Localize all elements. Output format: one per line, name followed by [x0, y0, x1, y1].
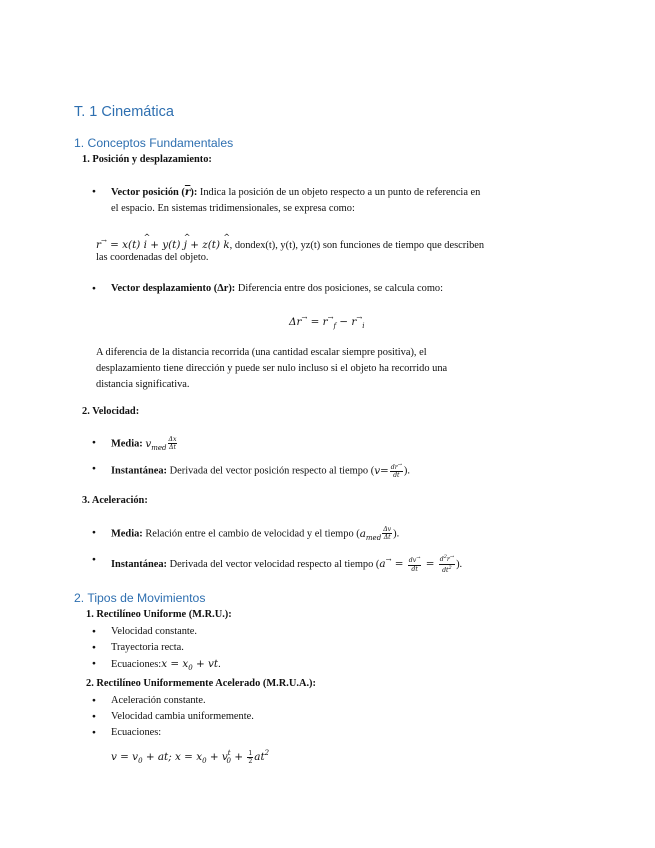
list-item-mrua-3: ● Ecuaciones:	[111, 726, 161, 740]
list-item-aceleracion-instantanea: ● Instantánea: Derivada del vector velocidad respecto al tiempo (a→ = $\frac{dv^\to}{dt}$ = $\frac{d^2r^\to}{dt^2}$ ).	[111, 553, 462, 574]
section-heading-conceptos: 1. Conceptos Fundamentales	[74, 136, 234, 150]
subheading-mru: 1. Rectilíneo Uniforme (M.R.U.):	[86, 609, 232, 620]
desplazamiento-paragraph: A diferencia de la distancia recorrida (una cantidad escalar siempre positiva), el desplazamiento tiene dirección y puede ser nulo incluso si el objeto ha recorrido una distancia significativa.	[96, 347, 448, 390]
term-vector-posicion: Vector posición $(\overline{r})$:	[111, 186, 198, 198]
list-item-mrua-2: ● Velocidad cambia uniformemente.	[111, 710, 254, 724]
mrua-equation: $v = v_0$ + at; $x = x_0 + v^t_0$ + $\frac{1}{2}$ $at^2$	[111, 749, 270, 765]
velocidad-instantanea-formula: v= $\frac{dr^\to}{dt}$	[374, 462, 402, 480]
subheading-mrua: 2. Rectilíneo Uniformemente Acelerado (M.R.U.A.):	[86, 678, 316, 689]
displacement-equation: $\Delta r^\to = r^\to_f - r^\to_i$	[289, 314, 365, 330]
list-item-mrua-1: ● Aceleración constante.	[111, 694, 206, 708]
list-item-mru-1: ● Velocidad constante.	[111, 625, 197, 639]
document-title: T. 1 Cinemática	[74, 104, 174, 120]
subheading-velocidad: 2. Velocidad:	[82, 406, 140, 417]
list-item-vector-posicion: ● Vector posición $(\overline{r})$: Indica la posición de un objeto respecto a un punto de referencia en	[111, 185, 480, 200]
position-equation: r→ = x(t) ^ i + y(t) ^ j + z(t) ^ k	[96, 239, 230, 251]
list-item-aceleracion-media: ● Media: Relación entre el cambio de velocidad y el tiempo ($a_{med}$ $\frac{\Delta v}{\Delta t}$ ).	[111, 526, 399, 545]
list-item-velocidad-instantanea: ● Instantánea: Derivada del vector posición respecto al tiempo (v= $\frac{dr^\to}{dt}$ ).	[111, 462, 410, 479]
position-equation-line: r→ = x(t) ^ i + y(t) ^ j + z(t) ^ k, dondex(t), y(t), yz(t) son funciones de tiempo que describen	[96, 234, 484, 253]
subheading-posicion: 1. Posición y desplazamiento:	[82, 154, 212, 165]
position-equation-line2: las coordenadas del objeto.	[96, 252, 209, 263]
mru-equation: $x = x_0$ + vt	[161, 658, 219, 672]
list-item-mru-3: ● Ecuaciones:x = $x_0$ + vt.	[111, 657, 221, 675]
velocidad-media-formula: $v_{med}$ $\frac{\Delta x}{\Delta t}$	[145, 436, 177, 452]
section-heading-tipos: 2. Tipos de Movimientos	[74, 591, 206, 605]
list-item-vector-desplazamiento: ● Vector desplazamiento (Δr): Diferencia entre dos posiciones, se calcula como:	[111, 282, 443, 296]
aceleracion-media-formula: $a_{med}$ $\frac{\Delta v}{\Delta t}$	[359, 526, 392, 542]
vector-posicion-text-line2: el espacio. En sistemas tridimensionales, se expresa como:	[111, 203, 355, 214]
aceleracion-instantanea-formula: a→ = $\frac{dv^\to}{dt}$ = $\frac{d^2r^\to}{dt^2}$	[379, 554, 455, 574]
list-item-mru-2: ● Trayectoria recta.	[111, 641, 184, 655]
subheading-aceleracion: 3. Aceleración:	[82, 495, 148, 506]
list-item-velocidad-media: ● Media: $v_{med}$ $\frac{\Delta x}{\Delta t}$	[111, 436, 178, 455]
